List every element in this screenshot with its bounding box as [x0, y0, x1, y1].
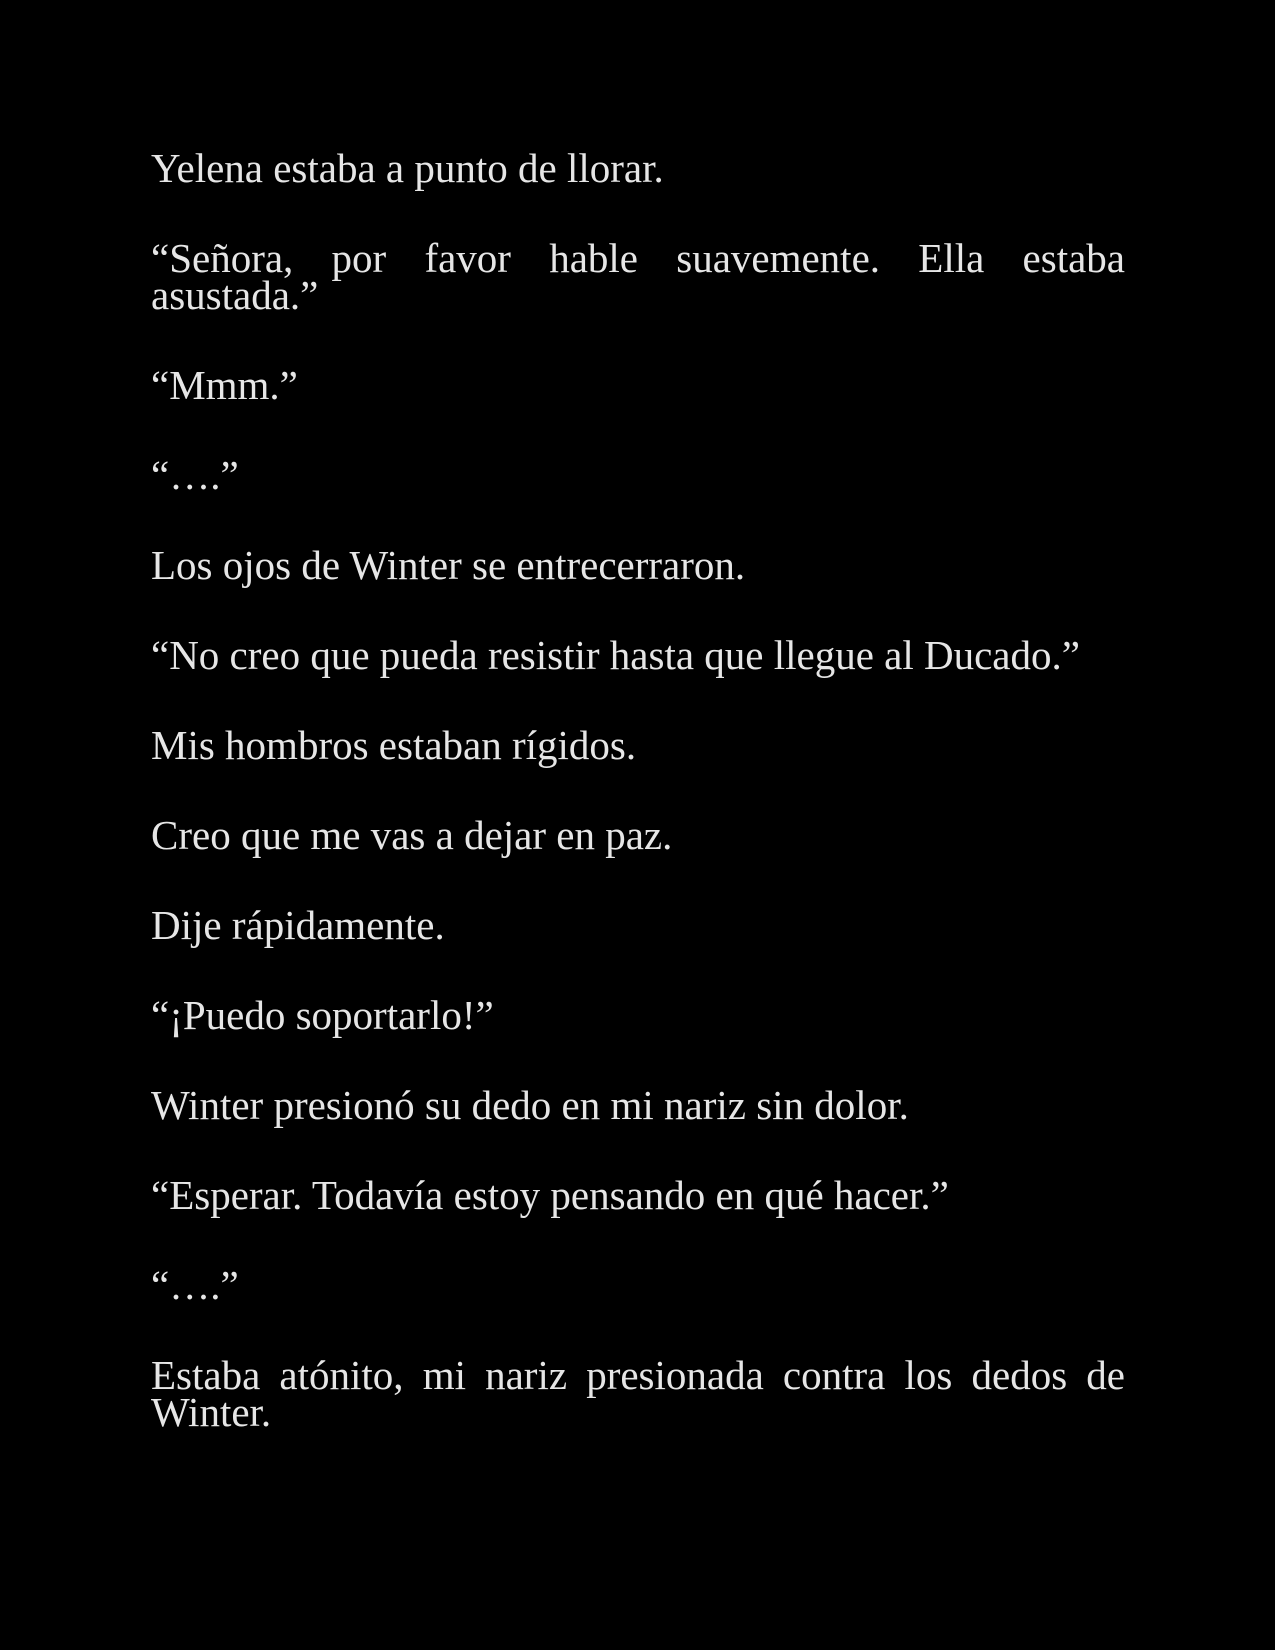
- paragraph: Los ojos de Winter se entrecerraron.: [151, 542, 746, 588]
- paragraph: Winter presionó su dedo en mi nariz sin dolor.: [151, 1082, 909, 1128]
- paragraph: “….”: [151, 452, 239, 498]
- paragraph: “No creo que pueda resistir hasta que llegue al Ducado.”: [151, 632, 1080, 678]
- paragraph: “Mmm.”: [151, 362, 298, 408]
- paragraph: “¡Puedo soportarlo!”: [151, 992, 494, 1038]
- paragraph: Estaba atónito, mi nariz presionada contra los dedos de Winter.: [151, 1352, 1125, 1435]
- paragraph: “Esperar. Todavía estoy pensando en qué hacer.”: [151, 1172, 949, 1218]
- paragraph: Dije rápidamente.: [151, 902, 445, 948]
- paragraph: Creo que me vas a dejar en paz.: [151, 812, 673, 858]
- paragraph: “Señora, por favor hable suavemente. Ella estaba asustada.”: [151, 235, 1125, 318]
- paragraph: Yelena estaba a punto de llorar.: [151, 145, 664, 191]
- document-page: [151, 145, 1125, 1484]
- paragraph: “….”: [151, 1262, 239, 1308]
- paragraph: Mis hombros estaban rígidos.: [151, 722, 637, 768]
